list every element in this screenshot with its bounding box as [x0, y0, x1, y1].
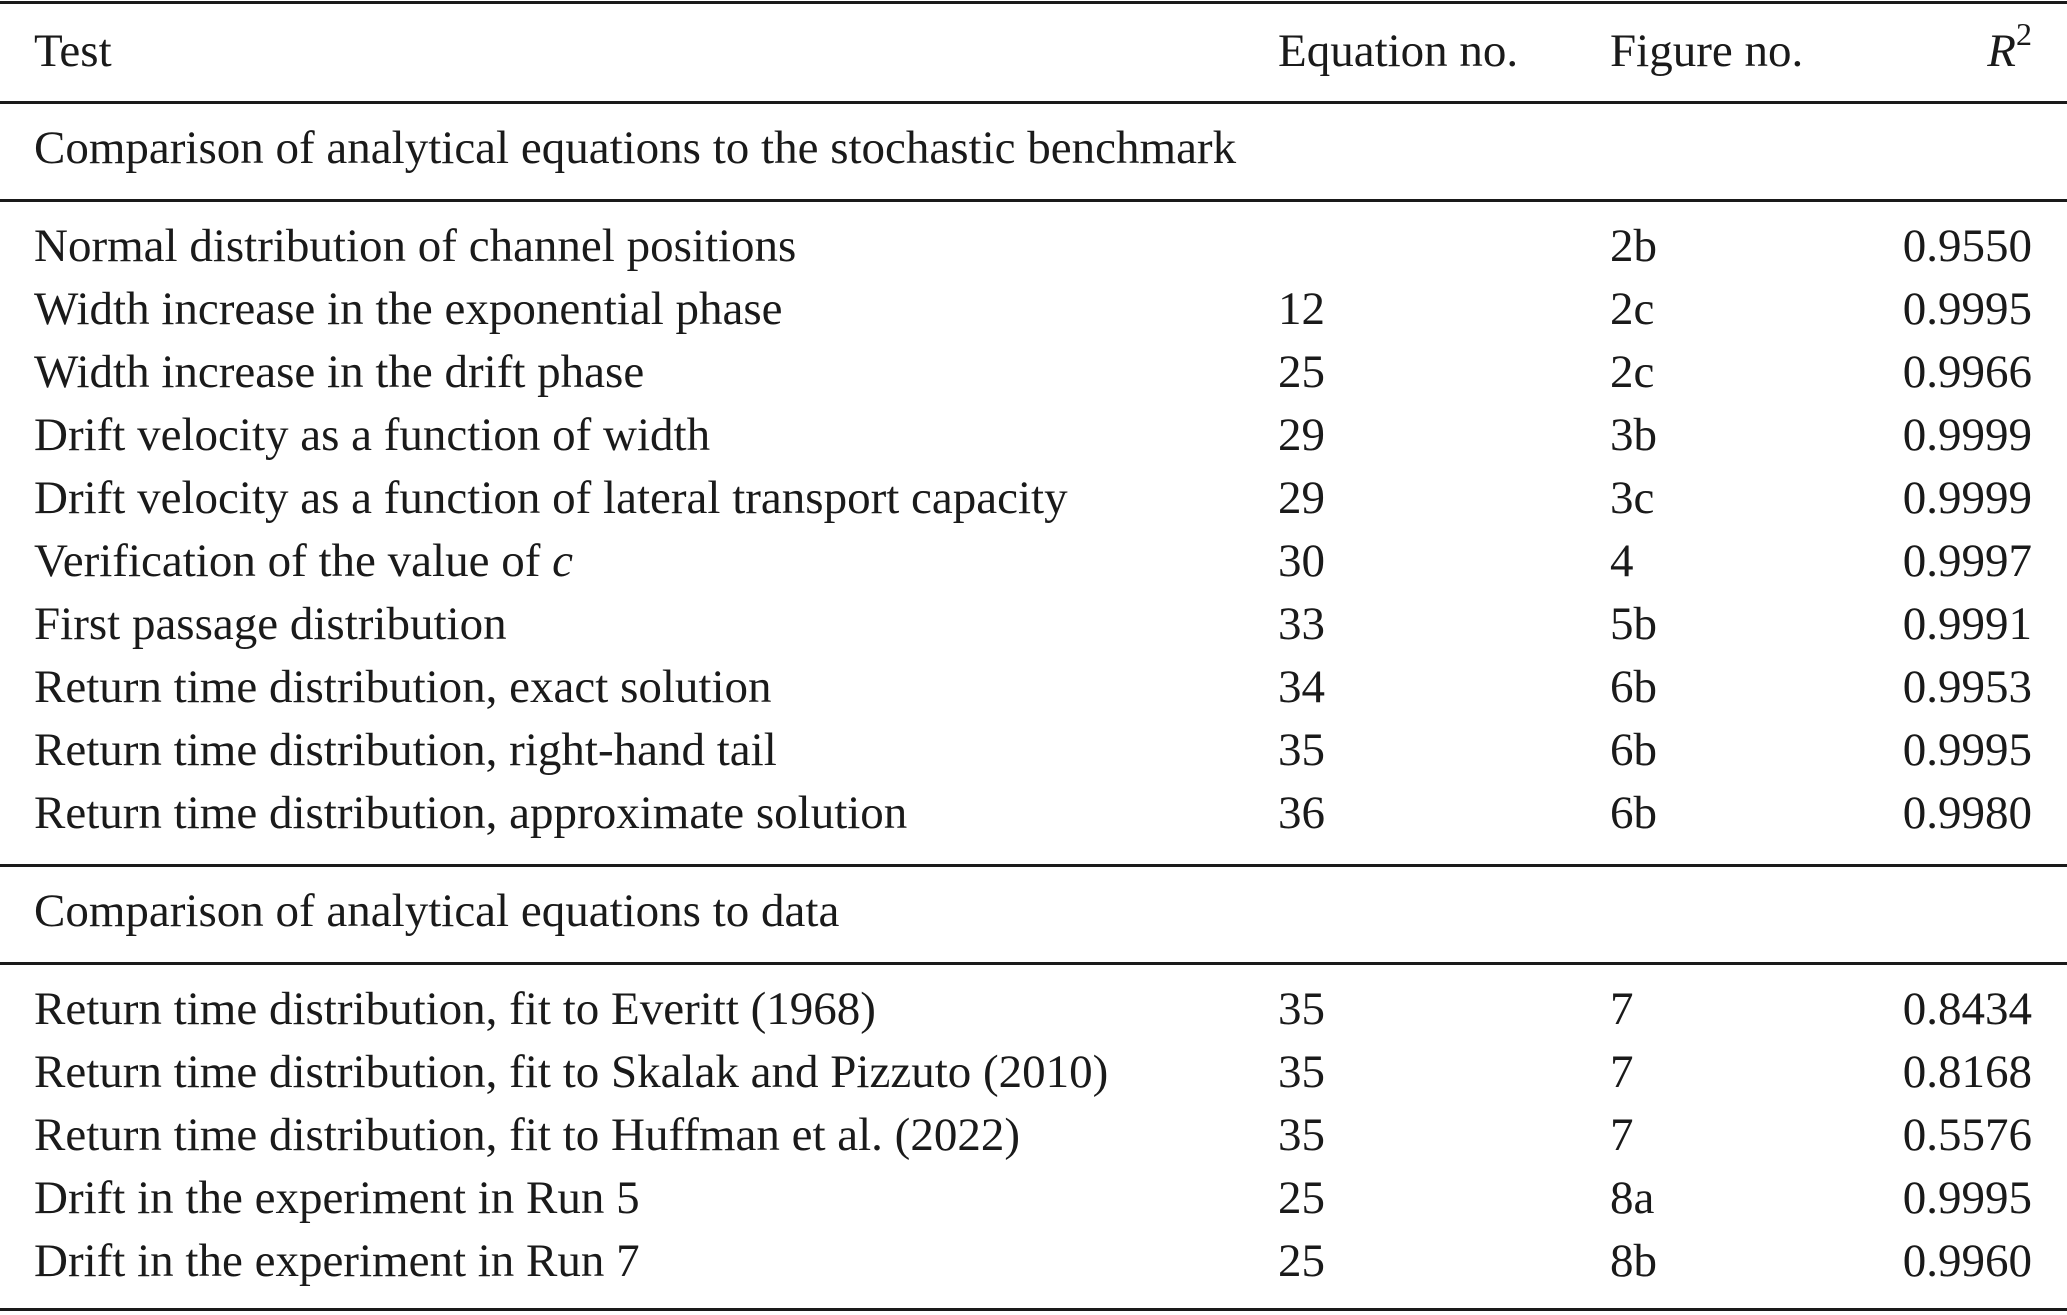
cell-test: Normal distribution of channel positions [34, 220, 797, 272]
table-row [0, 467, 2067, 530]
cell-r2: 0.5576 [1902, 1109, 2032, 1161]
cell-equation: 25 [1278, 346, 1325, 398]
cell-test: Return time distribution, right-hand tail [34, 724, 777, 776]
table-row [0, 1104, 2067, 1167]
table-row [0, 656, 2067, 719]
cell-equation: 33 [1278, 598, 1325, 650]
cell-figure: 2c [1610, 346, 1655, 398]
cell-r2: 0.9995 [1902, 724, 2032, 776]
section-rule [0, 199, 2067, 202]
section-rule [0, 864, 2067, 867]
cell-r2: 0.8168 [1902, 1046, 2032, 1098]
table-row [0, 1167, 2067, 1230]
header-figure: Figure no. [1610, 25, 1804, 77]
cell-test-text: Verification of the value of [34, 535, 553, 587]
cell-test: Width increase in the drift phase [34, 346, 645, 398]
cell-figure: 7 [1610, 983, 1634, 1035]
table-header [0, 16, 2067, 83]
cell-equation: 35 [1278, 1109, 1325, 1161]
cell-r2: 0.9966 [1902, 346, 2032, 398]
cell-figure: 4 [1610, 535, 1634, 587]
bottom-rule [0, 1308, 2067, 1311]
cell-equation: 29 [1278, 409, 1325, 461]
cell-figure: 5b [1610, 598, 1657, 650]
cell-figure: 3c [1610, 472, 1655, 524]
cell-test: Return time distribution, fit to Huffman et al. (2022) [34, 1109, 1020, 1161]
cell-r2: 0.9960 [1902, 1235, 2032, 1287]
table-row [0, 719, 2067, 782]
table-row [0, 341, 2067, 404]
cell-figure: 6b [1610, 787, 1657, 839]
cell-equation: 35 [1278, 983, 1325, 1035]
cell-r2: 0.9995 [1902, 1172, 2032, 1224]
cell-r2: 0.8434 [1902, 983, 2032, 1035]
section-title: Comparison of analytical equations to the stochastic benchmark [34, 122, 1237, 174]
cell-test: Return time distribution, approximate solution [34, 787, 908, 839]
cell-r2: 0.9995 [1902, 283, 2032, 335]
cell-test [34, 530, 573, 593]
cell-test: Drift velocity as a function of lateral transport capacity [34, 472, 1068, 524]
header-r2-exponent: 2 [2016, 16, 2032, 53]
table-row [0, 404, 2067, 467]
cell-test: Drift in the experiment in Run 5 [34, 1172, 640, 1224]
cell-r2: 0.9999 [1902, 409, 2032, 461]
cell-test-variable: c [552, 535, 573, 587]
cell-test: Return time distribution, exact solution [34, 661, 772, 713]
section-title: Comparison of analytical equations to data [34, 885, 840, 937]
cell-figure: 7 [1610, 1046, 1634, 1098]
cell-test: Drift in the experiment in Run 7 [34, 1235, 640, 1287]
table-row [0, 530, 2067, 593]
cell-figure: 3b [1610, 409, 1657, 461]
cell-figure: 2b [1610, 220, 1657, 272]
cell-equation: 30 [1278, 535, 1325, 587]
cell-r2: 0.9997 [1902, 535, 2032, 587]
cell-figure: 6b [1610, 661, 1657, 713]
table-row [0, 593, 2067, 656]
cell-equation: 25 [1278, 1235, 1325, 1287]
table-row [0, 978, 2067, 1041]
cell-test: Drift velocity as a function of width [34, 409, 711, 461]
header-r2-symbol: R [1987, 25, 2016, 77]
cell-equation: 35 [1278, 1046, 1325, 1098]
cell-r2: 0.9953 [1902, 661, 2032, 713]
cell-test: Return time distribution, fit to Skalak and Pizzuto (2010) [34, 1046, 1109, 1098]
cell-test: First passage distribution [34, 598, 507, 650]
cell-figure: 6b [1610, 724, 1657, 776]
cell-equation: 34 [1278, 661, 1325, 713]
table-row [0, 782, 2067, 845]
cell-equation: 29 [1278, 472, 1325, 524]
top-rule [0, 1, 2067, 4]
table-row [0, 1041, 2067, 1104]
cell-test: Return time distribution, fit to Everitt (1968) [34, 983, 876, 1035]
table-row [0, 1230, 2067, 1293]
cell-equation: 36 [1278, 787, 1325, 839]
cell-r2: 0.9550 [1902, 220, 2032, 272]
header-rule [0, 101, 2067, 104]
cell-figure: 7 [1610, 1109, 1634, 1161]
section-rule [0, 962, 2067, 965]
cell-equation: 12 [1278, 283, 1325, 335]
cell-r2: 0.9991 [1902, 598, 2032, 650]
header-equation: Equation no. [1278, 25, 1519, 77]
cell-test: Width increase in the exponential phase [34, 283, 783, 335]
cell-equation: 35 [1278, 724, 1325, 776]
cell-figure: 8b [1610, 1235, 1657, 1287]
cell-figure: 8a [1610, 1172, 1655, 1224]
cell-r2: 0.9980 [1902, 787, 2032, 839]
cell-figure: 2c [1610, 283, 1655, 335]
cell-r2: 0.9999 [1902, 472, 2032, 524]
header-test: Test [34, 25, 112, 77]
table-row [0, 215, 2067, 278]
cell-equation: 25 [1278, 1172, 1325, 1224]
header-r2 [1987, 16, 2032, 83]
table-row [0, 278, 2067, 341]
